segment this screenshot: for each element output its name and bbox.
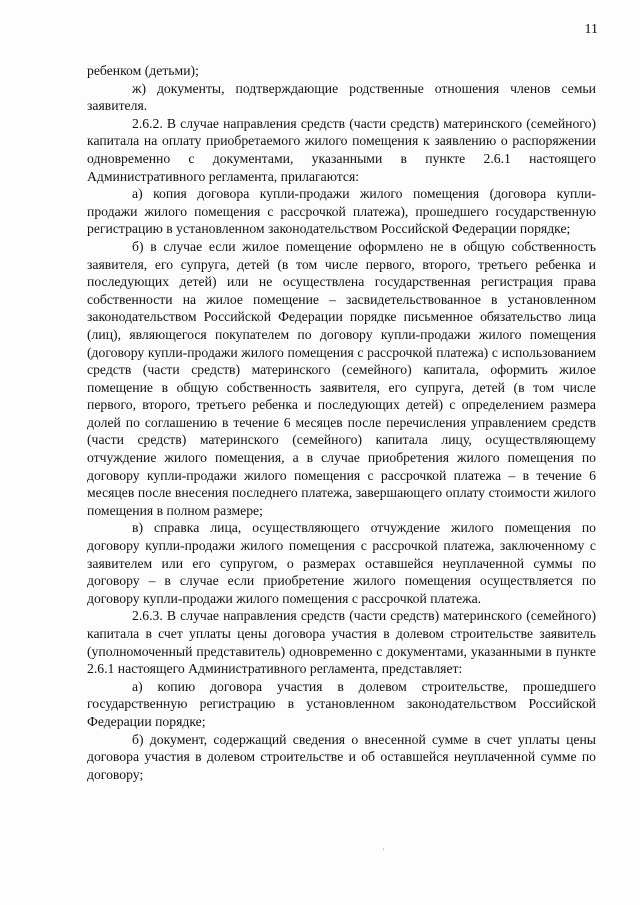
paragraph-item-zh: ж) документы, подтверждающие родственные отношения членов семьи заявителя. [87, 80, 596, 114]
paragraph-item-b: б) в случае если жилое помещение оформлено не в общую собственность заявителя, его супруга, детей (в том числе первого, второго, третьего ребенка и последующих детей) или не осуществлена государственная регистрация права собственности на жилое помещение – засвидетельствованное в установленном законодательством Российской Федерации порядке письменное обязательство лица (лиц), являющегося покупателем по договору купли-продажи жилого помещения (договору купли-продажи жилого помещения с рассрочкой платежа) с использованием средств (части средств) материнского (семейного) капитала, оформить жилое помещение в общую собственность заявителя, его супруга, детей (в том числе первого, второго, третьего ребенка и последующих детей) с определением размера долей по соглашению в течение 6 месяцев после перечисления управлением средств (части средств) материнского (семейного) капитала лицу, осуществляющему отчуждение жилого помещения, а в случае приобретения жилого помещения по договору купли-продажи жилого помещения с рассрочкой платежа – в течение 6 месяцев после внесения последнего платежа, завершающего оплату стоимости жилого помещения в полном размере; [87, 238, 596, 518]
paragraph-2-6-3: 2.6.3. В случае направления средств (части средств) материнского (семейного) капитала в счет уплаты цены договора участия в долевом строительстве заявитель (уполномоченный представитель) одновременно с документами, указанными в пункте 2.6.1 настоящего Административного регламента, представляет: [87, 608, 596, 677]
document-body [87, 62, 596, 783]
scan-speck: ˙ [382, 847, 385, 856]
page-number: 11 [584, 22, 598, 37]
paragraph-2-6-2: 2.6.2. В случае направления средств (части средств) материнского (семейного) капитала на оплату приобретаемого жилого помещения к заявлению о распоряжении одновременно с документами, указанными в пункте 2.6.1 настоящего Административного регламента, прилагаются: [87, 115, 596, 184]
paragraph-item-v: в) справка лица, осуществляющего отчуждение жилого помещения по договору купли-продажи жилого помещения с рассрочкой платежа, заключенному с заявителем или его супругом, о размерах оставшейся неуплаченной суммы по договору – в случае если приобретение жилого помещения осуществляется по договору купли-продажи жилого помещения с рассрочкой платежа. [87, 520, 596, 606]
paragraph-item-a: а) копия договора купли-продажи жилого помещения (договора купли-продажи жилого помещения с рассрочкой платежа), прошедшего государственную регистрацию в установленном законодательством Российской Федерации порядке; [87, 186, 596, 237]
paragraph-item-b-2: б) документ, содержащий сведения о внесенной сумме в счет уплаты цены договора участия в долевом строительстве и об оставшейся неуплаченной сумме по договору; [87, 731, 596, 782]
paragraph-continuation: ребенком (детьми); [87, 63, 199, 78]
paragraph-item-a-2: а) копию договора участия в долевом строительстве, прошедшего государственную регистрацию в установленном законодательством Российской Федерации порядке; [87, 678, 596, 729]
